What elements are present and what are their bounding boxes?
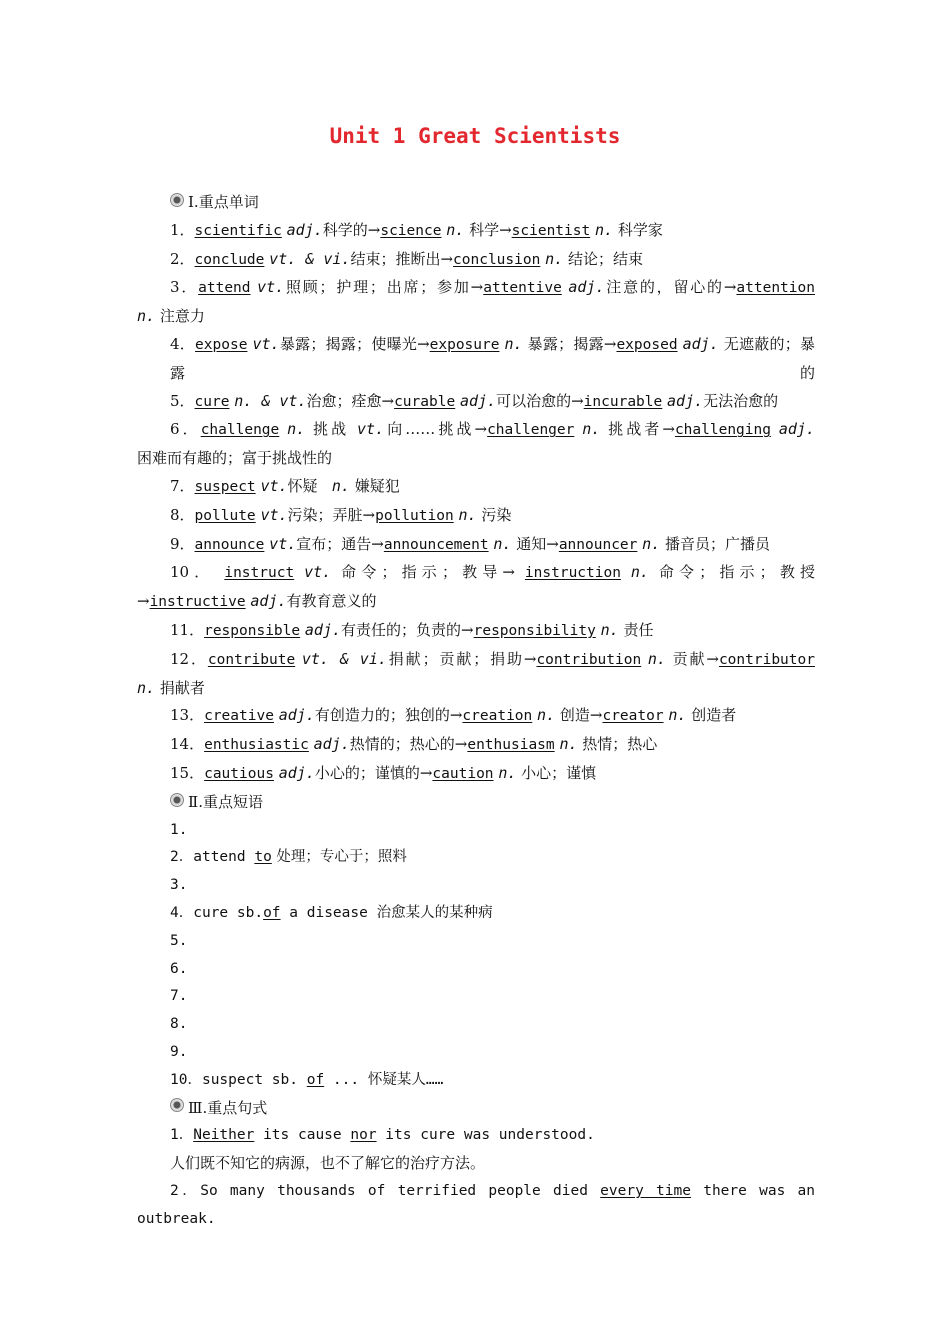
word-entry-continued: 困难而有趣的；富于挑战性的 <box>137 449 333 468</box>
word-entry-continued: n. 注意力 <box>137 307 205 326</box>
word-entry-continued: n. 捐献者 <box>137 678 205 697</box>
section-heading-phrases: Ⅱ.重点短语 <box>137 789 815 817</box>
word-entry: 3．attend vt.照顾；护理；出席；参加→attentive adj.注意的，留心的→attention <box>170 278 815 297</box>
word-entry: 15．cautious adj.小心的；谨慎的→caution n. 小心；谨慎 <box>170 763 597 782</box>
section-heading-words: Ⅰ.重点单词 <box>137 189 815 217</box>
word-entry: 12．contribute vt. & vi.捐献；贡献；捐助→contribution n. 贡献→contributor <box>170 649 815 668</box>
radio-bullet-icon <box>170 1098 184 1112</box>
phrase-item: 4．cure sb.of a disease 治愈某人的某种病 <box>170 904 493 921</box>
phrase-item: 5. <box>170 932 188 949</box>
phrase-item: 1. <box>170 821 188 838</box>
phrase-item: 6. <box>170 960 188 977</box>
word-entry: 9．announce vt.宣布；通告→announcement n. 通知→announcer n. 播音员；广播员 <box>170 534 771 553</box>
phrase-item: 2．attend to 处理；专心于；照料 <box>170 849 407 866</box>
radio-bullet-icon <box>170 793 184 807</box>
word-entry: 13．creative adj.有创造力的；独创的→creation n. 创造→creator n. 创造者 <box>170 706 737 725</box>
content-body <box>137 189 815 1233</box>
radio-bullet-icon <box>170 193 184 207</box>
sentence-item-continued: outbreak. <box>137 1210 216 1227</box>
word-entry: 11．responsible adj.有责任的；负责的→responsibility n. 责任 <box>170 620 654 639</box>
phrase-item: 3. <box>170 877 188 894</box>
word-entry: 5．cure n. & vt.治愈；痊愈→curable adj.可以治愈的→incurable adj.无法治愈的 <box>170 391 779 410</box>
phrase-item: 8. <box>170 1016 188 1033</box>
section-heading-sentences: Ⅲ.重点句式 <box>137 1095 815 1123</box>
word-entry: 2．conclude vt. & vi.结束；推断出→conclusion n. 结论；结束 <box>170 249 643 268</box>
sentence-item: 2．So many thousands of terrified people died every time there was an <box>170 1182 815 1199</box>
phrase-item: 9. <box>170 1043 188 1060</box>
word-entry: 7．suspect vt.怀疑 n. 嫌疑犯 <box>170 476 400 495</box>
word-entry: 1．scientific adj.科学的→science n. 科学→scientist n. 科学家 <box>170 220 663 239</box>
phrase-item: 7. <box>170 988 188 1005</box>
word-entry: 6．challenge n. 挑战 vt.向……挑战→challenger n. 挑战者→challenging adj. <box>170 420 815 439</box>
word-entry: 4．expose vt.暴露；揭露；使曝光→exposure n. 暴露；揭露→exposed adj. 无遮蔽的；暴露的 <box>170 334 815 382</box>
page-title: Unit 1 Great Scientists <box>329 124 621 148</box>
word-entry: 10． instruct vt. 命令；指示；教导→ instruction n. 命令；指示；教授 <box>170 563 815 582</box>
word-entry: 14．enthusiastic adj.热情的；热心的→enthusiasm n. 热情；热心 <box>170 735 658 754</box>
word-entry: 8．pollute vt.污染；弄脏→pollution n. 污染 <box>170 505 512 524</box>
sentence-item: 1．Neither its cause nor its cure was understood. <box>170 1127 595 1144</box>
sentence-translation: 人们既不知它的病源，也不了解它的治疗方法。 <box>170 1154 486 1173</box>
phrase-item: 10．suspect sb. of ... 怀疑某人…… <box>170 1071 444 1088</box>
word-entry-continued: →instructive adj.有教育意义的 <box>137 592 377 611</box>
